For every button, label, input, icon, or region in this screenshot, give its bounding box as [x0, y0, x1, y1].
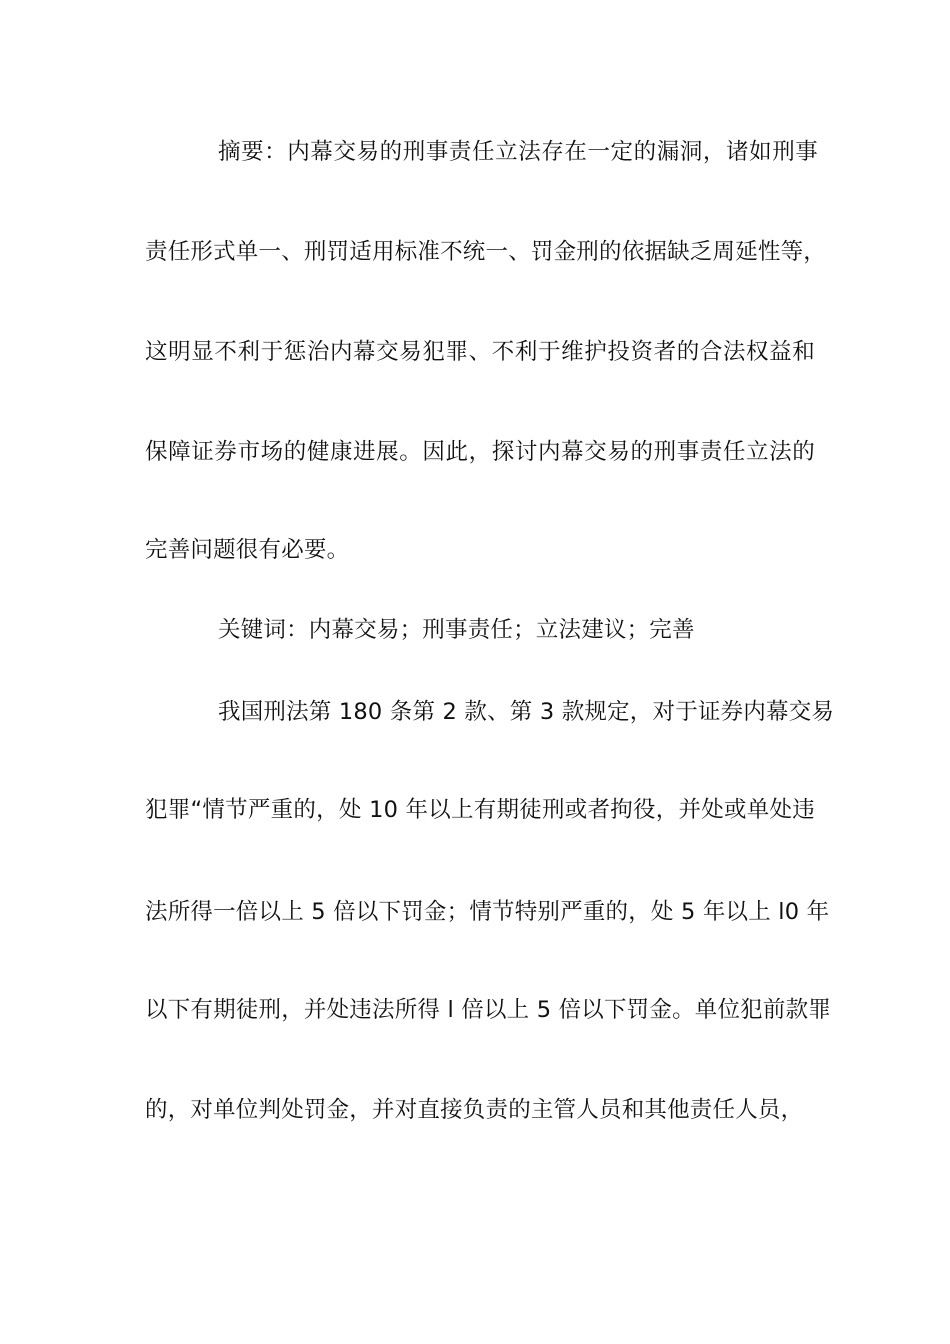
abstract-line-5: 完善问题很有必要。 [145, 537, 350, 563]
body-line-2: 犯罪“情节严重的，处 10 年以上有期徒刑或者拘役，并处或单处违 [145, 797, 815, 823]
abstract-line-4: 保障证券市场的健康进展。因此，探讨内幕交易的刑事责任立法的 [145, 439, 815, 465]
body-line-1: 我国刑法第 180 条第 2 款、第 3 款规定，对于证券内幕交易 [218, 699, 835, 725]
body-line-3: 法所得一倍以上 5 倍以下罚金；情节特别严重的，处 5 年以上 l0 年 [145, 899, 830, 925]
body-line-5: 的，对单位判处罚金，并对直接负责的主管人员和其他责任人员， [145, 1097, 804, 1123]
abstract-line-2: 责任形式单一、刑罚适用标准不统一、罚金刑的依据缺乏周延性等， [145, 239, 827, 265]
body-line-4: 以下有期徒刑，并处违法所得 l 倍以上 5 倍以下罚金。单位犯前款罪 [145, 997, 831, 1023]
abstract-line-3: 这明显不利于惩治内幕交易犯罪、不利于维护投资者的合法权益和 [145, 339, 815, 365]
abstract-line-1: 摘要：内幕交易的刑事责任立法存在一定的漏洞，诸如刑事 [218, 139, 818, 165]
keywords-line: 关键词：内幕交易；刑事责任；立法建议；完善 [218, 617, 695, 643]
